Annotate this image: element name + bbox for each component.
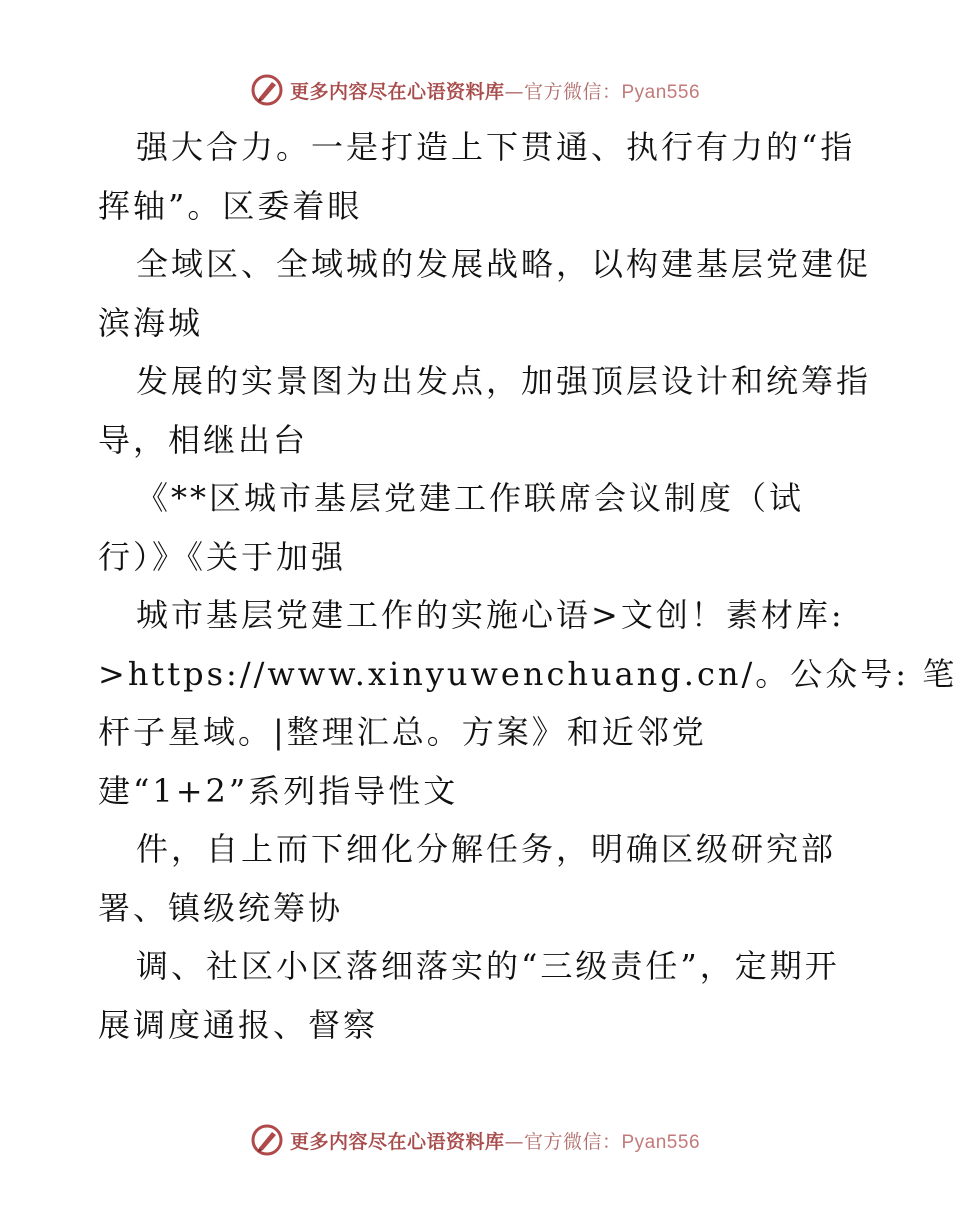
body-line: 滨海城 bbox=[98, 303, 204, 342]
body-line: 建“1+2”系列指导性文 bbox=[98, 771, 459, 810]
footer-banner-sub: 官方微信： bbox=[523, 1130, 622, 1153]
body-line: 《**区城市基层党建工作联席会议制度（试 bbox=[136, 479, 805, 517]
body-line: 全域区、全域城的发展战略，以构建基层党建促 bbox=[136, 245, 872, 283]
header-banner-text bbox=[290, 77, 700, 104]
pen-circle-logo-icon bbox=[250, 73, 284, 107]
body-line: 发展的实景图为出发点，加强顶层设计和统筹指 bbox=[136, 362, 872, 400]
header-banner-main: 更多内容尽在心语资料库 bbox=[289, 80, 505, 103]
body-line: 展调度通报、督察 bbox=[98, 1005, 379, 1044]
header-banner-sep: — bbox=[504, 80, 524, 103]
footer-banner-id: Pyan556 bbox=[621, 1131, 701, 1153]
body-line: 杆子星域。|整理汇总。方案》和近邻党 bbox=[98, 713, 707, 751]
body-line: 件，自上而下细化分解任务，明确区级研究部 bbox=[136, 830, 837, 868]
body-line: 挥轴”。区委着眼 bbox=[98, 186, 363, 225]
header-banner-content bbox=[250, 73, 700, 107]
body-line: 导，相继出台 bbox=[98, 420, 309, 459]
body-line: 行）》《关于加强 bbox=[98, 537, 347, 576]
footer-banner-text bbox=[290, 1127, 700, 1154]
header-banner bbox=[0, 70, 950, 110]
footer-banner-content bbox=[250, 1123, 700, 1157]
body-line: 城市基层党建工作的实施心语>文创！素材库: bbox=[136, 596, 845, 634]
body-line: 调、社区小区落细落实的“三级责任”，定期开 bbox=[136, 947, 840, 985]
header-banner-sub: 官方微信： bbox=[523, 80, 622, 103]
body-line: >https://www.xinyuwenchuang.cn/。公众号: 笔 bbox=[98, 654, 957, 693]
pen-circle-logo-icon bbox=[250, 1123, 284, 1157]
footer-banner bbox=[0, 1120, 950, 1160]
body-line: 署、镇级统筹协 bbox=[98, 888, 344, 927]
footer-banner-main: 更多内容尽在心语资料库 bbox=[289, 1130, 505, 1153]
body-line: 强大合力。一是打造上下贯通、执行有力的“指 bbox=[136, 128, 856, 166]
footer-banner-sep: — bbox=[504, 1130, 524, 1153]
header-banner-id: Pyan556 bbox=[621, 81, 701, 103]
document-body bbox=[98, 118, 957, 1054]
